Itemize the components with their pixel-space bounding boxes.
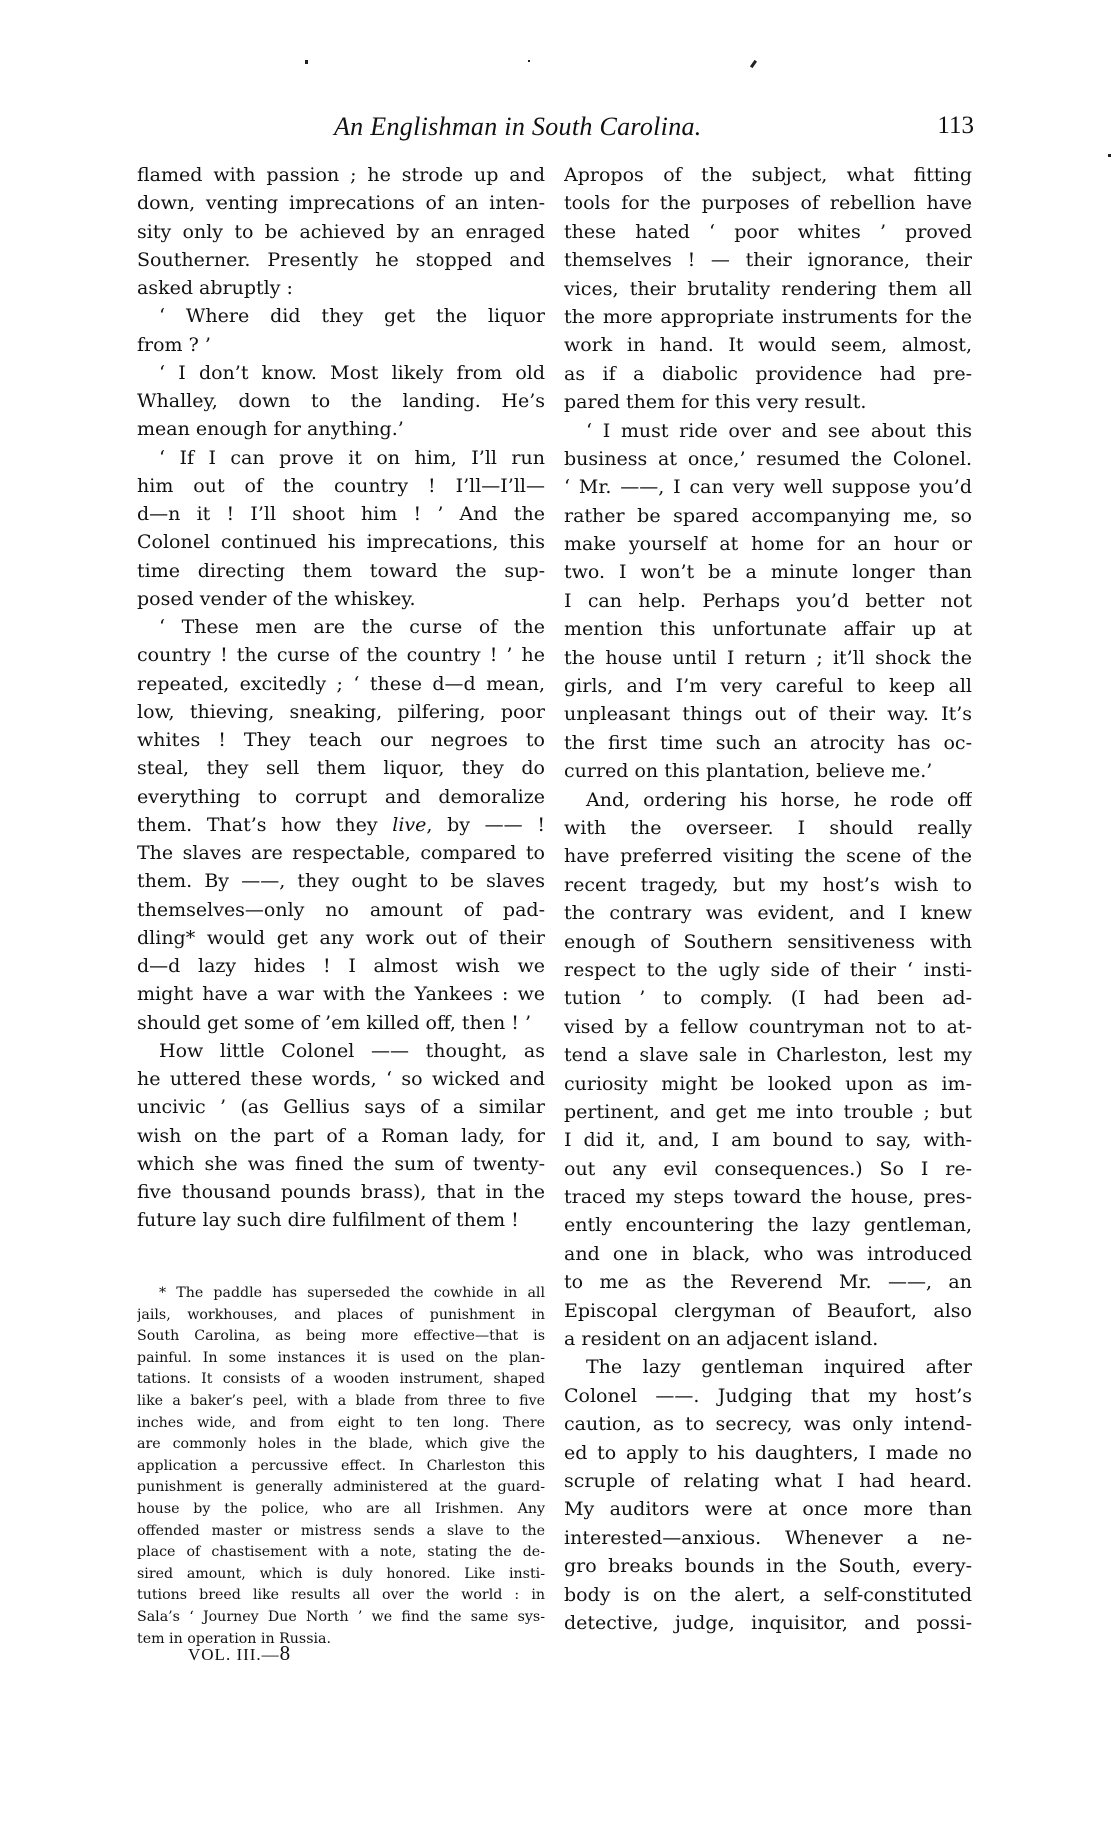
text-line: ‘ If I can prove it on him, I’ll run [159, 446, 545, 469]
text-line: d—n it ! I’ll shoot him ! ’ And the [137, 503, 545, 525]
text-line: dling* would get any work out of their [137, 926, 545, 949]
text-line: as if a diabolic providence had pre- [564, 362, 972, 385]
text-line: from ? ’ [137, 333, 211, 356]
text-line: these hated ‘ poor whites ’ proved [564, 220, 972, 243]
text-line: like a baker’s peel, with a blade from three to five [137, 1392, 545, 1409]
text-line: themselves—only no amount of pad- [137, 898, 545, 921]
text-line: make yourself at home for an hour or [564, 533, 972, 556]
text-line: The lazy gentleman inquired after [586, 1356, 972, 1379]
text-line: are commonly holes in the blade, which give the [137, 1436, 545, 1453]
text-line: tem in operation in Russia. [137, 1630, 332, 1647]
text-line: detective, judge, inquisitor, and possi- [564, 1611, 972, 1634]
text-line: and one in black, who was introduced [564, 1242, 972, 1265]
text-line: inches wide, and from eight to ten long. There [137, 1414, 545, 1431]
text-line: South Carolina, as being more effective—that is [137, 1328, 545, 1345]
text-line: vices, their brutality rendering them all [564, 277, 972, 300]
text-line: How little Colonel —— thought, as [159, 1039, 545, 1062]
italic-word: live [392, 813, 427, 836]
text-line: Colonel ——. Judging that my host’s [564, 1384, 972, 1407]
text-line: should get some of ’em killed off, then ! ’ [137, 1011, 531, 1034]
text-line: to me as the Reverend Mr. ——, an [564, 1271, 972, 1294]
scan-speck [1108, 154, 1111, 157]
scan-speck [528, 60, 530, 62]
text-line: tools for the purposes of rebellion have [564, 192, 972, 215]
text-line: ‘ I don’t know. Most likely from old [159, 361, 545, 384]
text-line: Apropos of the subject, what fitting [564, 164, 972, 186]
text-line: repeated, excitedly ; ‘ these d—d mean, [137, 672, 545, 695]
text-line: ed to apply to his daughters, I made no [564, 1441, 972, 1464]
text-line: them. By ——, they ought to be slaves [137, 870, 545, 893]
text-line: ently encountering the lazy gentleman, [564, 1214, 972, 1237]
text-line: painful. In some instances it is used on the plan- [137, 1349, 545, 1366]
text-line: jails, workhouses, and places of punishment in [137, 1306, 545, 1323]
text-line: mention this unfortunate affair up at [564, 618, 972, 641]
running-head-title: An Englishman in South Carolina. [334, 112, 702, 141]
text-line: him out of the country ! I’ll—I’ll— [137, 474, 545, 497]
scan-speck [750, 60, 757, 68]
text-line: steal, they sell them liquor, they do [137, 757, 545, 780]
text-line: traced my steps toward the house, pres- [564, 1186, 972, 1209]
text-line: offended master or mistress sends a slave to the [137, 1522, 545, 1539]
text-line: might have a war with the Yankees : we [137, 983, 545, 1006]
text-line: have preferred visiting the scene of the [564, 845, 972, 868]
page-number: 113 [937, 112, 974, 139]
scan-speck [305, 60, 308, 64]
text-line: Episcopal clergyman of Beaufort, also [564, 1299, 972, 1322]
text-line: recent tragedy, but my host’s wish to [564, 873, 972, 896]
text-line: which she was fined the sum of twenty- [137, 1152, 545, 1175]
text-line: application a percussive effect. In Charleston this [137, 1457, 545, 1474]
text-line: with the overseer. I should really [564, 816, 972, 839]
text-line: curred on this plantation, believe me.’ [564, 760, 933, 783]
text-line: he uttered these words, ‘ so wicked and [137, 1068, 545, 1090]
text-line: vised by a fellow countryman not to at- [564, 1015, 972, 1038]
right-column [564, 161, 972, 1637]
text-line: flamed with passion ; he strode up and [137, 164, 545, 186]
text-line: respect to the ugly side of their ‘ insti- [564, 958, 972, 981]
text-line: tutions breed like results all over the world : in [137, 1587, 545, 1604]
volume-label: VOL. III.— [188, 1645, 280, 1664]
text-line: pertinent, and get me into trouble ; but [564, 1100, 972, 1123]
text-line: out any evil consequences.) So I re- [564, 1157, 972, 1180]
text-line: future lay such dire fulfilment of them ! [137, 1209, 519, 1232]
text-line: the first time such an atrocity has oc- [564, 731, 972, 754]
text-line: tution ’ to comply. (I had been ad- [564, 987, 972, 1010]
text-line: two. I won’t be a minute longer than [564, 561, 972, 584]
text-line: place of chastisement with a note, stating the de- [137, 1544, 545, 1561]
text-line: asked abruptly : [137, 277, 293, 299]
left-column [137, 161, 545, 1235]
text-line: time directing them toward the sup- [137, 559, 545, 582]
text-line: them. That’s how they live, by —— ! [137, 813, 545, 836]
text-line: a resident on an adjacent island. [564, 1328, 879, 1351]
text-line: the more appropriate instruments for the [564, 305, 972, 328]
text-line: The slaves are respectable, compared to [137, 842, 545, 864]
text-line: house by the police, who are all Irishmen. Any [137, 1500, 545, 1517]
text-line: scruple of relating what I had heard. [564, 1469, 972, 1492]
text-line: mean enough for anything.’ [137, 418, 404, 441]
text-line: wish on the part of a Roman lady, for [137, 1124, 545, 1147]
text-line: work in hand. It would seem, almost, [564, 334, 972, 357]
text-line: d—d lazy hides ! I almost wish we [137, 955, 545, 977]
signature-mark [188, 1641, 290, 1666]
text-line: ‘ Mr. ——, I can very well suppose you’d [564, 476, 972, 499]
text-line: I can help. Perhaps you’d better not [564, 589, 972, 612]
text-line: gro breaks bounds in the South, every- [564, 1555, 972, 1578]
text-line: girls, and I’m very careful to keep all [564, 675, 972, 698]
text-line: themselves ! — their ignorance, their [564, 249, 972, 272]
text-line: ‘ I must ride over and see about this [586, 419, 972, 442]
text-line: caution, as to secrecy, was only intend- [564, 1413, 972, 1436]
text-line: ‘ These men are the curse of the [159, 616, 545, 638]
text-line: sired amount, which is duly honored. Like insti- [137, 1565, 545, 1582]
text-line: business at once,’ resumed the Colonel. [564, 447, 972, 470]
text-line: country ! the curse of the country ! ’ he [137, 644, 545, 667]
text-line: My auditors were at once more than [564, 1498, 972, 1521]
text-line: punishment is generally administered at the guard- [137, 1479, 545, 1496]
text-line: tend a slave sale in Charleston, lest my [564, 1044, 972, 1067]
signature-number: 8 [279, 1641, 291, 1665]
text-line: Sala’s ‘ Journey Due North ’ we find the same sys- [137, 1608, 545, 1625]
text-line: body is on the alert, a self-constituted [564, 1583, 972, 1606]
text-line: five thousand pounds brass), that in the [137, 1181, 545, 1203]
text-line: the house until I return ; it’ll shock the [564, 646, 972, 669]
text-line: whites ! They teach our negroes to [137, 729, 545, 751]
text-line: interested—anxious. Whenever a ne- [564, 1526, 972, 1549]
text-line: Colonel continued his imprecations, this [137, 531, 545, 554]
text-line: everything to corrupt and demoralize [137, 785, 545, 808]
text-line: the contrary was evident, and I knew [564, 902, 972, 925]
text-line: sity only to be achieved by an enraged [137, 220, 545, 243]
text-line: Southerner. Presently he stopped and [137, 248, 545, 271]
text-line: pared them for this very result. [564, 391, 867, 414]
text-line: curiosity might be looked upon as im- [564, 1072, 972, 1095]
text-line: And, ordering his horse, he rode off [586, 788, 972, 811]
text-line: uncivic ’ (as Gellius says of a similar [137, 1096, 545, 1119]
text-line: down, venting imprecations of an inten- [137, 192, 545, 215]
text-line: I did it, and, I am bound to say, with- [564, 1129, 972, 1152]
text-line: low, thieving, sneaking, pilfering, poor [137, 700, 545, 723]
footnote [137, 1283, 545, 1650]
text-line: ‘ Where did they get the liquor [159, 305, 545, 328]
text-line: Whalley, down to the landing. He’s [137, 390, 545, 412]
text-line: rather be spared accompanying me, so [564, 504, 972, 527]
text-line: tations. It consists of a wooden instrument, shaped [137, 1371, 545, 1388]
text-line: enough of Southern sensitiveness with [564, 930, 972, 953]
text-line: unpleasant things out of their way. It’s [564, 703, 972, 726]
text-line: posed vender of the whiskey. [137, 587, 416, 610]
text-line: * The paddle has superseded the cowhide in all [159, 1285, 545, 1301]
